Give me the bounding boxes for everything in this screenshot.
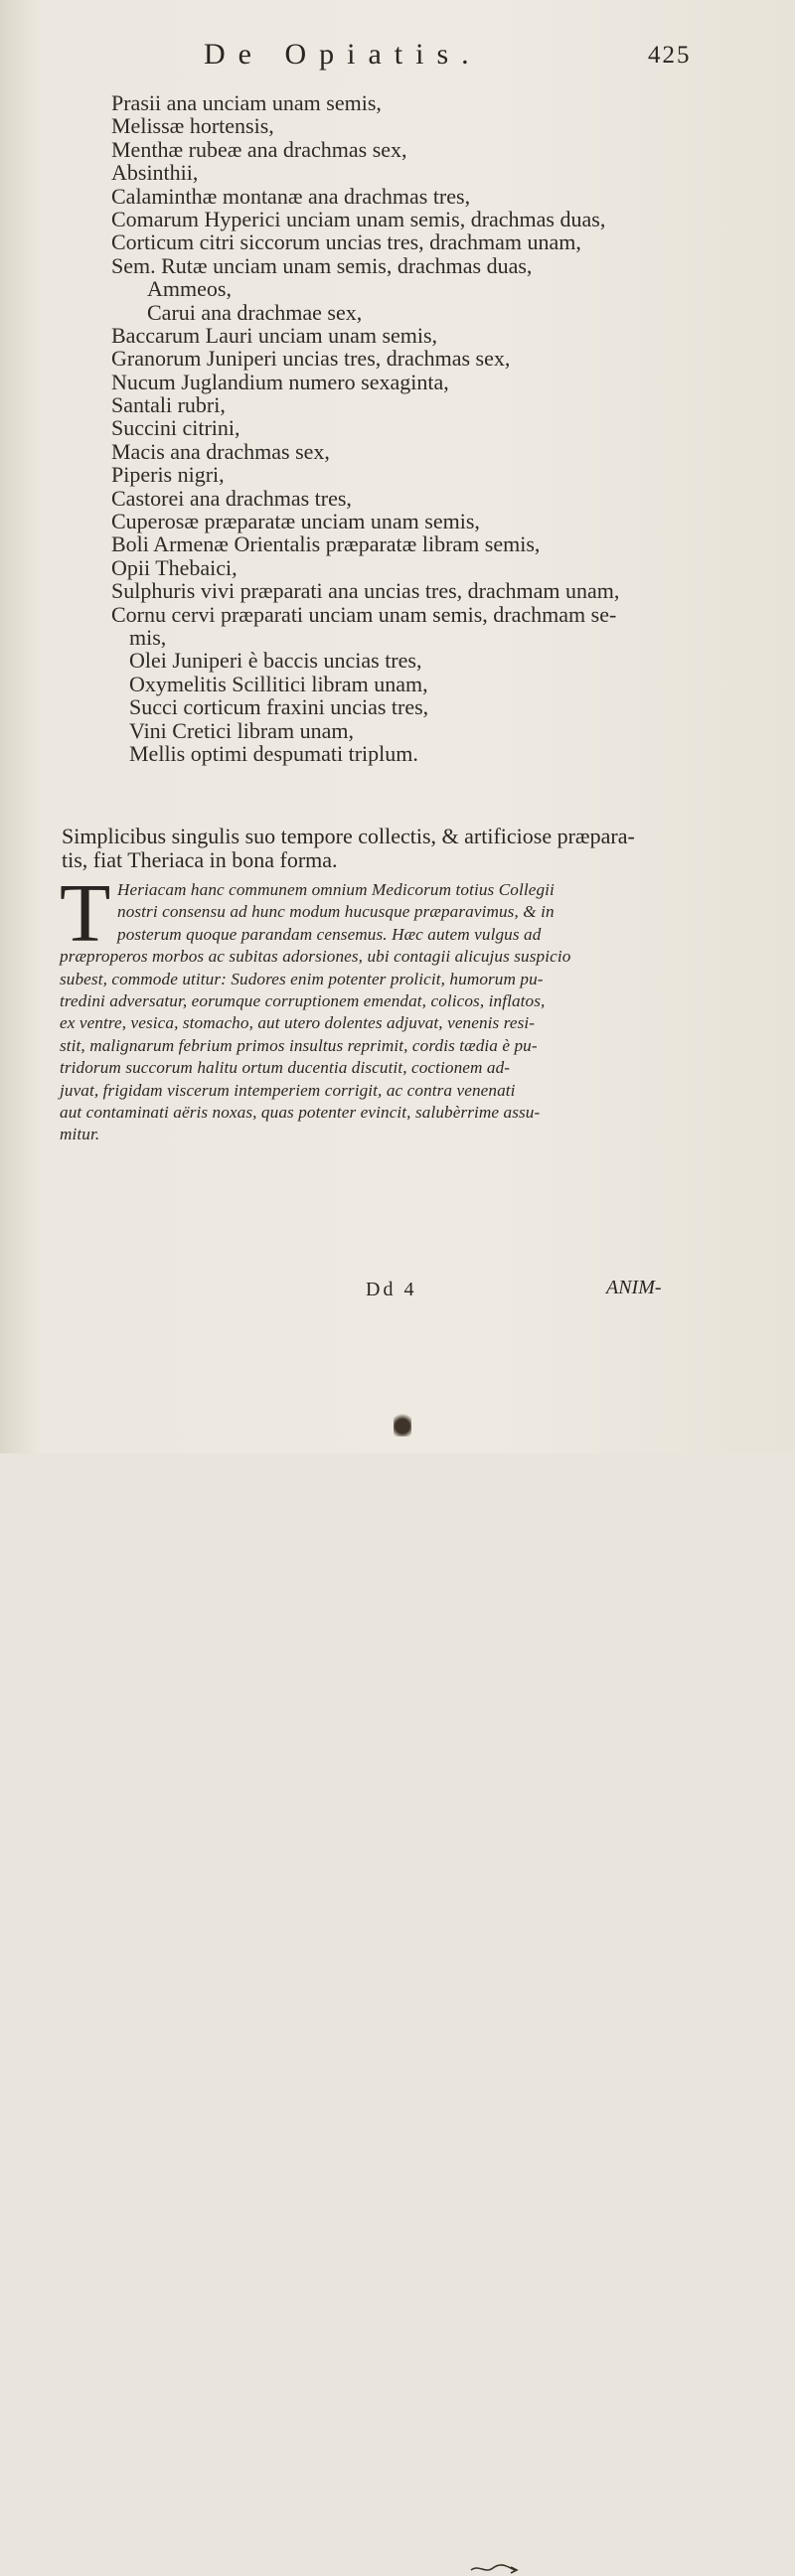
drop-cap: T — [60, 867, 111, 960]
commentary-line: tridorum succorum halitu ortum ducentia discutit, coctionem ad- — [60, 1058, 511, 1078]
recipe-line: Cuperosæ præparatæ unciam unam semis, — [111, 509, 480, 534]
recipe-line: Absinthii, — [111, 160, 199, 186]
recipe-ingredient-list — [0, 91, 795, 765]
recipe-line: Menthæ rubeæ ana drachmas sex, — [111, 136, 407, 162]
conclusion-line: Simplicibus singulis suo tempore collectis, & artificiose præpara- — [62, 824, 635, 848]
running-title: De Opiatis. — [204, 38, 482, 71]
recipe-line: Piperis nigri, — [111, 462, 225, 488]
recipe-line: Baccarum Lauri unciam unam semis, — [111, 322, 438, 348]
page-footer — [0, 1279, 795, 1308]
recipe-line: Ammeos, — [147, 276, 232, 302]
recipe-conclusion — [0, 825, 795, 872]
recipe-line: Olei Juniperi è baccis uncias tres, — [129, 648, 422, 674]
conclusion-line: tis, fiat Theriaca in bona forma. — [62, 847, 338, 872]
recipe-line: Boli Armenæ Orientalis præparatæ libram semis, — [111, 531, 541, 557]
commentary-line: ex ventre, vesica, stomacho, aut utero dolentes adjuvat, venenis resi- — [60, 1013, 536, 1033]
recipe-line: Macis ana drachmas sex, — [111, 438, 330, 464]
commentary-line: Heriacam hanc communem omnium Medicorum totius Collegii — [117, 880, 555, 899]
commentary-line: nostri consensu ad hunc modum hucusque præparavimus, & in — [117, 902, 555, 922]
recipe-line: Sulphuris vivi præparati ana uncias tres, drachmam unam, — [111, 578, 620, 604]
recipe-line: Succi corticum fraxini uncias tres, — [129, 694, 429, 720]
recipe-line: Vini Cretici libram unam, — [129, 717, 354, 743]
ink-stain-icon — [394, 1411, 411, 1437]
ornament-flourish-icon — [467, 2562, 527, 2576]
recipe-line: Calaminthæ montanæ ana drachmas tres, — [111, 183, 471, 209]
recipe-line: Prasii ana unciam unam semis, — [111, 90, 382, 115]
recipe-line: Mellis optimi despumati triplum. — [129, 740, 418, 766]
recipe-line: Granorum Juniperi uncias tres, drachmas sex, — [111, 346, 511, 372]
commentary-line: tredini adversatur, eorumque corruptionem emendat, colicos, inflatos, — [60, 990, 546, 1010]
recipe-line: Corticum citri siccorum uncias tres, drachmam unam, — [111, 229, 581, 255]
page-number: 425 — [648, 42, 692, 69]
commentary-line: stit, malignarum febrium primos insultus reprimit, cordis tædia è pu- — [60, 1035, 538, 1055]
catchword: ANIM- — [606, 1277, 662, 1298]
recipe-line: Melissæ hortensis, — [111, 113, 274, 139]
recipe-line: Succini citrini, — [111, 415, 240, 441]
recipe-line: Santali rubri, — [111, 392, 226, 418]
recipe-line: Sem. Rutæ unciam unam semis, drachmas duas, — [111, 252, 533, 278]
signature-mark: Dd 4 — [366, 1279, 417, 1300]
recipe-line: Carui ana drachmae sex, — [147, 299, 363, 325]
recipe-line: Cornu cervi præparati unciam unam semis, drachmam se- — [111, 601, 617, 627]
recipe-line: mis, — [129, 624, 167, 650]
recipe-line: Castorei ana drachmas tres, — [111, 485, 352, 511]
recipe-line: Oxymelitis Scillitici libram unam, — [129, 671, 428, 696]
commentary-line: posterum quoque parandam censemus. Hæc autem vulgus ad — [117, 924, 542, 944]
recipe-line: Opii Thebaici, — [111, 554, 238, 580]
commentary-paragraph — [60, 867, 706, 1146]
commentary-line: subest, commode utitur: Sudores enim potenter prolicit, humorum pu- — [60, 969, 544, 988]
commentary-line: juvat, frigidam viscerum intemperiem corrigit, ac contra venenati — [60, 1080, 516, 1100]
commentary-line: præproperos morbos ac subitas adorsiones, ubi contagii alicujus suspicio — [60, 947, 571, 967]
recipe-line: Nucum Juglandium numero sexaginta, — [111, 369, 449, 394]
commentary-line: aut contaminati aëris noxas, quas potenter evincit, salubèrrime assu- — [60, 1102, 541, 1122]
commentary-line: mitur. — [60, 1125, 100, 1144]
recipe-line: Comarum Hyperici unciam unam semis, drachmas duas, — [111, 206, 606, 231]
